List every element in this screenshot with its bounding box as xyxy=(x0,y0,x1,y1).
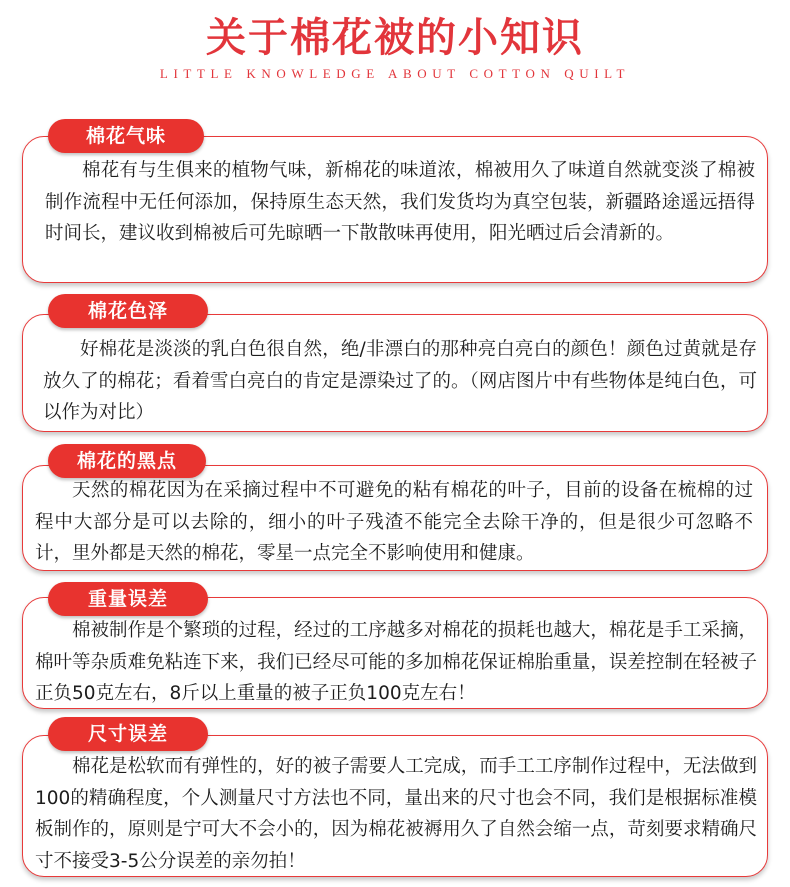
section-card-black-spots xyxy=(22,465,768,571)
section-label-smell: 棉花气味 xyxy=(48,119,204,153)
section-label-color: 棉花色泽 xyxy=(48,294,208,328)
section-card-size xyxy=(22,735,768,877)
page-title: 关于棉花被的小知识 xyxy=(206,14,584,61)
section-text-size: 棉花是松软而有弹性的，好的被子需要人工完成，而手工工序制作过程中，无法做到100的精确程度，个人测量尺寸方法也不同，量出来的尺寸也会不同，我们是根据标准模板制作的，原则是宁可大不会小的，因为棉花被褥用久了自然会缩一点，苛刻要求精确尺寸不接受3-5公分误差的亲勿拍！ xyxy=(35,756,757,872)
section-text-black-spots: 天然的棉花因为在采摘过程中不可避免的粘有棉花的叶子，目前的设备在梳棉的过程中大部分是可以去除的，细小的叶子残渣不能完全去除干净的，但是很少可忽略不计，里外都是天然的棉花，零星一点完全不影响使用和健康。 xyxy=(35,480,753,564)
section-label-weight: 重量误差 xyxy=(48,582,208,616)
section-text-weight: 棉被制作是个繁琐的过程，经过的工序越多对棉花的损耗也越大，棉花是手工采摘，棉叶等杂质难免粘连下来，我们已经尽可能的多加棉花保证棉胎重量，误差控制在轻被子正负50克左右，8斤以上重量的被子正负100克左右！ xyxy=(35,620,757,704)
page-subtitle: LITTLE KNOWLEDGE ABOUT COTTON QUILT xyxy=(159,66,631,81)
section-text-color: 好棉花是淡淡的乳白色很自然，绝/非漂白的那种亮白亮白的颜色！颜色过黄就是存放久了的棉花；看着雪白亮白的肯定是漂染过了的。（网店图片中有些物体是纯白色，可以作为对比） xyxy=(43,339,757,423)
section-label-size: 尺寸误差 xyxy=(48,717,208,751)
section-card-smell xyxy=(22,136,768,283)
section-text-smell: 棉花有与生俱来的植物气味，新棉花的味道浓，棉被用久了味道自然就变淡了棉被制作流程中无任何添加，保持原生态天然，我们发货均为真空包装，新疆路途遥远捂得时间长，建议收到棉被后可先晾晒一下散散味再使用，阳光晒过后会清新的。 xyxy=(45,160,755,244)
section-label-black-spots: 棉花的黑点 xyxy=(48,444,206,478)
section-card-color xyxy=(22,314,768,432)
